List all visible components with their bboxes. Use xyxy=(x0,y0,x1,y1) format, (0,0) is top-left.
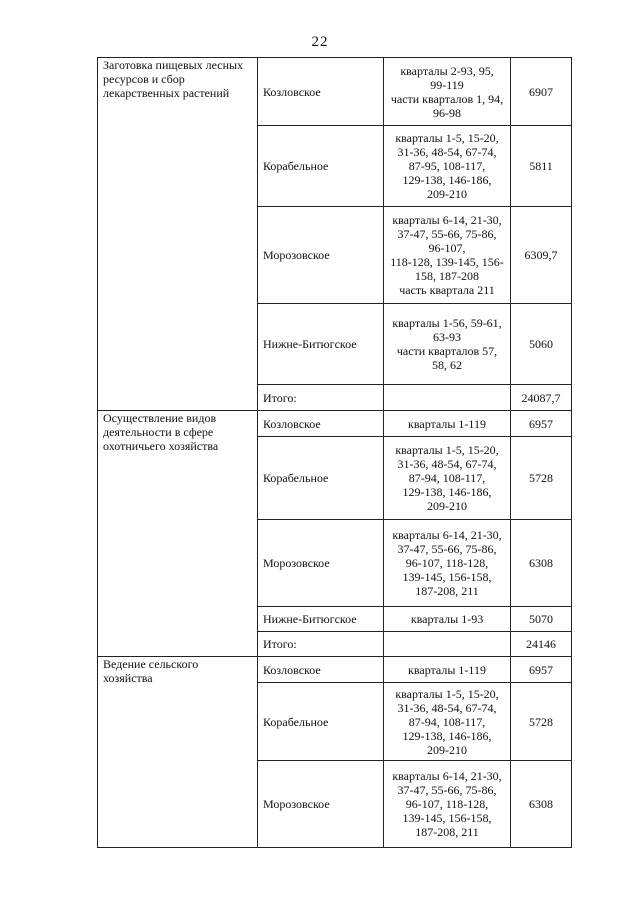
forestry-name: Нижне-Битюгское xyxy=(258,607,384,632)
quarters-line: кварталы 6-14, 21-30, xyxy=(392,769,502,783)
table-row xyxy=(98,58,572,126)
quarters-cell xyxy=(384,58,511,126)
area-value: 6309,7 xyxy=(511,207,572,304)
quarters-line: кварталы 6-14, 21-30, xyxy=(392,213,502,227)
total-area-value: 24146 xyxy=(511,632,572,657)
quarters-line: 187-208, 211 xyxy=(415,825,479,839)
quarters-cell xyxy=(384,304,511,385)
total-label: Итого: xyxy=(258,632,384,657)
quarters-line: кварталы 1-5, 15-20, xyxy=(395,443,499,457)
quarters-line: 31-36, 48-54, 67-74, xyxy=(397,457,497,471)
quarters-line: кварталы 2-93, 95, xyxy=(400,63,494,78)
activity-line: охотничьего хозяйства xyxy=(103,439,219,453)
activity-line: деятельности в сфере xyxy=(103,425,214,439)
quarters-cell xyxy=(384,207,511,304)
forestry-name: Морозовское xyxy=(258,761,384,848)
quarters-cell xyxy=(384,126,511,207)
quarters-line: 187-208, 211 xyxy=(415,584,479,598)
forestry-name: Корабельное xyxy=(258,437,384,520)
activity-line: Ведение сельского xyxy=(103,657,199,671)
quarters-line: кварталы 1-119 xyxy=(408,662,486,677)
activity-line: лекарственных растений xyxy=(103,86,230,100)
activity-line: Осуществление видов xyxy=(103,411,217,425)
quarters-line: кварталы 1-119 xyxy=(408,416,486,431)
area-value: 6957 xyxy=(511,411,572,437)
quarters-cell xyxy=(384,761,511,848)
quarters-cell xyxy=(384,411,511,437)
quarters-line: 96-98 xyxy=(433,105,461,120)
quarters-cell xyxy=(384,520,511,607)
area-value: 6308 xyxy=(511,761,572,848)
quarters-line: 58, 62 xyxy=(432,358,462,372)
activity-cell xyxy=(98,657,258,848)
forestry-name: Нижне-Битюгское xyxy=(258,304,384,385)
quarters-line: 118-128, 139-145, 156- xyxy=(390,255,504,269)
activity-cell xyxy=(98,58,258,411)
area-value: 6957 xyxy=(511,657,572,683)
quarters-line: части кварталов 1, 94, xyxy=(390,91,504,106)
quarters-line: 139-145, 156-158, xyxy=(402,570,492,584)
quarters-line: 63-93 xyxy=(433,330,461,344)
total-quarters-cell xyxy=(384,385,511,411)
activity-line: Заготовка пищевых лесных xyxy=(103,58,244,72)
total-area-value: 24087,7 xyxy=(511,385,572,411)
forestry-name: Морозовское xyxy=(258,520,384,607)
quarters-line: 129-138, 146-186, xyxy=(402,728,492,743)
quarters-cell xyxy=(384,607,511,632)
quarters-line: 37-47, 55-66, 75-86, xyxy=(397,542,497,556)
quarters-line: кварталы 1-5, 15-20, xyxy=(395,131,499,145)
activity-cell xyxy=(98,411,258,657)
quarters-line: 139-145, 156-158, xyxy=(402,811,492,825)
quarters-line: 31-36, 48-54, 67-74, xyxy=(397,700,497,715)
total-label: Итого: xyxy=(258,385,384,411)
quarters-line: кварталы 1-56, 59-61, xyxy=(392,316,502,330)
page-number: 22 xyxy=(311,34,329,50)
area-value: 5728 xyxy=(511,683,572,761)
quarters-cell xyxy=(384,657,511,683)
forestry-name: Козловское xyxy=(258,657,384,683)
activity-line: ресурсов и сбор xyxy=(103,72,185,86)
quarters-line: 87-94, 108-117, xyxy=(408,714,486,729)
forest-use-table xyxy=(97,57,572,848)
quarters-line: 96-107, 118-128, xyxy=(405,556,489,570)
table-row xyxy=(98,657,572,683)
area-value: 6907 xyxy=(511,58,572,126)
forestry-name: Корабельное xyxy=(258,683,384,761)
quarters-line: часть квартала 211 xyxy=(399,283,495,297)
quarters-line: 209-210 xyxy=(427,187,467,201)
quarters-line: 37-47, 55-66, 75-86, xyxy=(397,227,497,241)
quarters-cell xyxy=(384,683,511,761)
quarters-line: 99-119 xyxy=(430,77,464,92)
quarters-line: 129-138, 146-186, xyxy=(402,173,492,187)
quarters-line: части кварталов 57, xyxy=(396,344,498,358)
quarters-line: 37-47, 55-66, 75-86, xyxy=(397,783,497,797)
area-value: 6308 xyxy=(511,520,572,607)
forestry-name: Корабельное xyxy=(258,126,384,207)
activity-line: хозяйства xyxy=(103,671,153,685)
quarters-line: 96-107, 118-128, xyxy=(405,797,489,811)
area-value: 5070 xyxy=(511,607,572,632)
quarters-line: 158, 187-208 xyxy=(415,269,479,283)
forestry-name: Козловское xyxy=(258,411,384,437)
quarters-line: 209-210 xyxy=(427,499,467,513)
quarters-line: 96-107, xyxy=(428,241,466,255)
forestry-name: Козловское xyxy=(258,58,384,126)
quarters-line: 31-36, 48-54, 67-74, xyxy=(397,145,497,159)
table-row xyxy=(98,411,572,437)
quarters-line: кварталы 6-14, 21-30, xyxy=(392,528,502,542)
area-value: 5060 xyxy=(511,304,572,385)
quarters-line: кварталы 1-5, 15-20, xyxy=(395,686,499,701)
quarters-line: 87-95, 108-117, xyxy=(408,159,486,173)
quarters-line: кварталы 1-93 xyxy=(410,612,484,626)
total-quarters-cell xyxy=(384,632,511,657)
area-value: 5811 xyxy=(511,126,572,207)
quarters-cell xyxy=(384,437,511,520)
area-value: 5728 xyxy=(511,437,572,520)
quarters-line: 209-210 xyxy=(427,742,467,757)
forestry-name: Морозовское xyxy=(258,207,384,304)
quarters-line: 87-94, 108-117, xyxy=(408,471,486,485)
quarters-line: 129-138, 146-186, xyxy=(402,485,492,499)
